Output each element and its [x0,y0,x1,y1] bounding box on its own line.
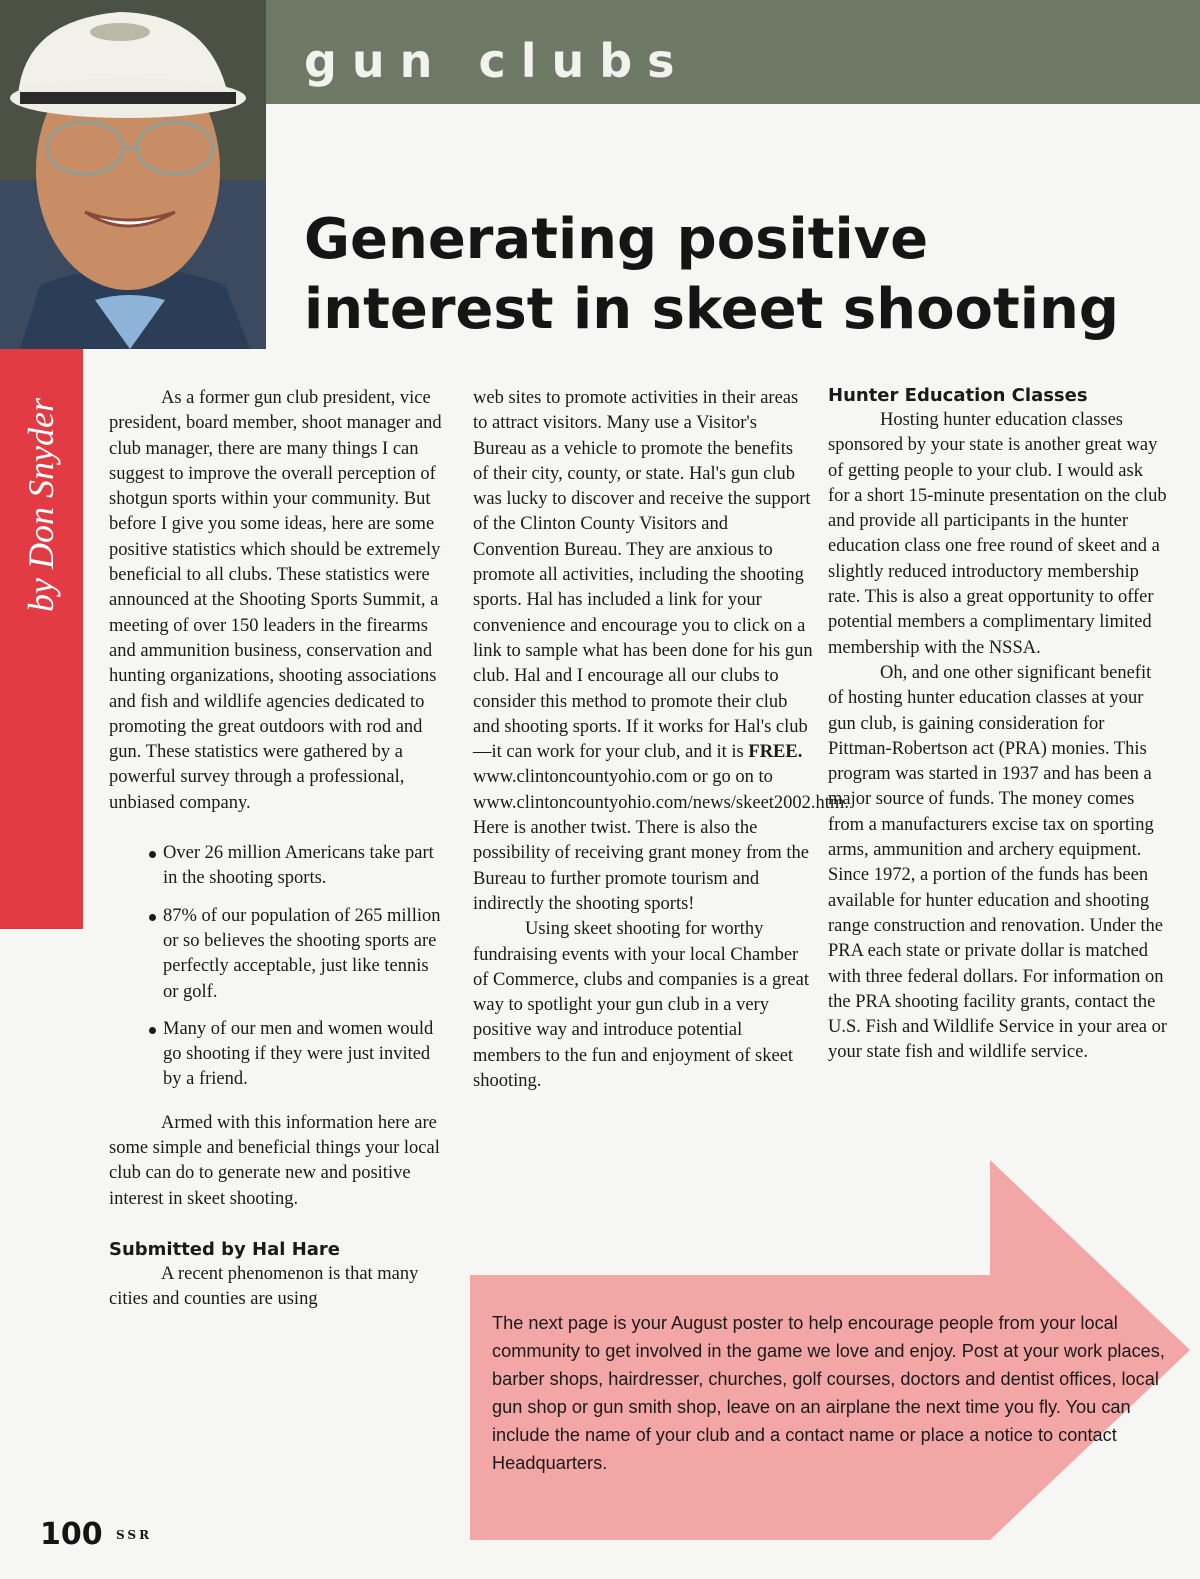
article-column-2 [473,386,849,1094]
pittman-robertson-paragraph: Oh, and one other significant benefit of hosting hunter education classes at your gun club, is gaining consideration for Pittman-Robertson act (PRA) monies. This program was started in 1937 and has been a major source of funds. The money comes from a manufacturers excise tax on sporting arms, ammunition and archery equipment. Since 1972, a portion of the funds has been available for hunter education and shooting range construction and renovation. Under the PRA each state or private dollar is matched with three federal dollars. For information on the PRA shooting facility grants, contact the U.S. Fish and Wildlife Service in your area or your state fish and wildlife service. [828,662,1168,1063]
subheading-hunter-education: Hunter Education Classes [828,385,1088,406]
statistics-list [109,841,447,1093]
list-item: 87% of our population of 265 million or so believes the shooting sports are perfectly acceptable, just like tennis or golf. [109,904,447,1005]
article-column-1 [109,386,447,1313]
submitted-paragraph: A recent phenomenon is that many cities and counties are using [109,1263,419,1310]
free-emphasis: FREE. [748,742,803,763]
hunter-education-paragraph: Hosting hunter education classes sponsored by your state is another great way of getting people to your club. I would ask for a short 15-minute presentation on the club and provide all participants in the hunter education class one free round of skeet and a slightly reduced introductory membership rate. This is also a great opportunity to offer potential members a complimentary limited membership with the NSSA. [828,410,1167,658]
magazine-name: SSR [116,1528,153,1542]
intro-paragraph: As a former gun club president, vice president, board member, shoot manager and club manager, there are many things I can suggest to improve the overall perception of shotgun sports within your community. But before I give you some ideas, here are some positive statistics which should be extremely beneficial to all clubs. These statistics were announced at the Shooting Sports Summit, a meeting of over 150 leaders in the firearms and ammunition business, conservation and hunting organizations, shooting associations and fish and wildlife agencies dedicated to promoting the great outdoors with rod and gun. These statistics were gathered by a powerful survey through a professional, unbiased company. [109,388,442,813]
list-item: Many of our men and women would go shooting if they were just invited by a friend. [109,1017,447,1093]
poster-callout-text: The next page is your August poster to help encourage people from your local community to get involved in the game we love and enjoy. Post at your work places, barber shops, hairdresser, churches, golf courses, doctors and dentist offices, local gun shop or gun smith shop, leave on an airplane the next time you fly. You can include the name of your club and a contact name or place a notice to contact Headquarters. [492,1313,1165,1473]
headline-line-1: Generating positive [304,207,929,272]
paragraph-text-part-2: www.clintoncountyohio.com or go on to www.clintoncountyohio.com/news/skeet2002.htm. Here is another twist. There is also the possibility of receiving grant money from the Bureau to further promote tourism and indirectly the shooting sports! [473,767,849,914]
armed-paragraph: Armed with this information here are some simple and beneficial things your local club can do to generate new and positive interest in skeet shooting. [109,1112,440,1209]
web-sites-paragraph [473,386,849,917]
author-photo [0,0,266,349]
subheading-submitted-by: Submitted by Hal Hare [109,1238,340,1260]
paragraph-text-part-1: web sites to promote activities in their areas to attract visitors. Many use a Visitor's Bureau as a vehicle to promote the benefits of their city, county, or state. Hal's gun club was lucky to discover and receive the support of the Clinton County Visitors and Convention Bureau. They are anxious to promote all activities, including the shooting sports. Hal has included a link for your convenience and encourage you to click on a link to sample what has been done for his gun club. Hal and I encourage all our clubs to consider this method to promote their club and shooting sports. If it works for Hal's club—it can work for your club, and it is [473,388,813,763]
section-title: gun clubs [304,34,690,88]
fundraising-paragraph: Using skeet shooting for worthy fundraising events with your local Chamber of Commerce, clubs and companies is a great way to spotlight your gun club in a very positive way and introduce potential members to the fun and enjoyment of skeet shooting. [473,919,809,1092]
list-item: Over 26 million Americans take part in the shooting sports. [109,841,447,892]
page-number: 100 [40,1517,103,1552]
headline-line-2: interest in skeet shooting [304,277,1119,342]
article-column-3 [828,384,1168,1066]
author-portrait-image [0,0,266,349]
author-byline: by Don Snyder [21,398,61,612]
article-headline [304,205,1184,345]
